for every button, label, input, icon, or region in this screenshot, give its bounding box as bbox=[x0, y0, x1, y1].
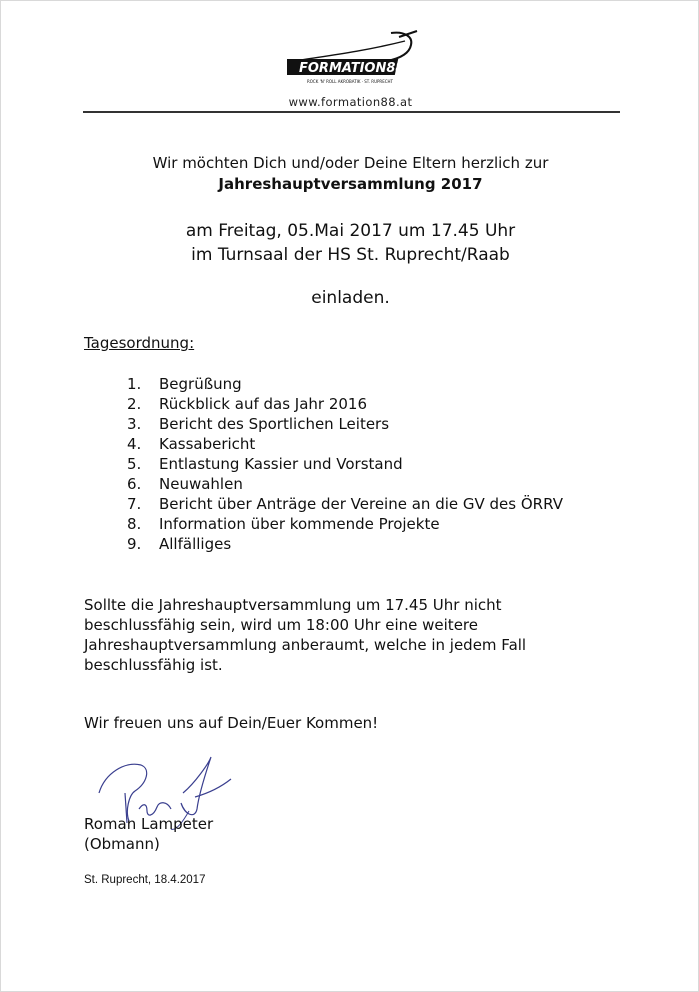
agenda-text: Begrüßung bbox=[159, 375, 242, 393]
agenda-number: 7. bbox=[127, 495, 142, 513]
formation88-logo bbox=[287, 27, 419, 89]
quorum-line: Sollte die Jahreshauptversammlung um 17.45 Uhr nicht bbox=[84, 596, 502, 614]
einladen-text: einladen. bbox=[311, 288, 390, 308]
signer-role: (Obmann) bbox=[84, 835, 160, 853]
agenda-text: Information über kommende Projekte bbox=[159, 515, 440, 533]
meeting-details bbox=[1, 219, 699, 267]
agenda-number: 6. bbox=[127, 475, 142, 493]
agenda-number: 3. bbox=[127, 415, 142, 433]
agenda-text: Kassabericht bbox=[159, 435, 256, 453]
meeting-location: im Turnsaal der HS St. Ruprecht/Raab bbox=[191, 245, 510, 265]
quorum-line: Jahreshauptversammlung anberaumt, welche in jedem Fall bbox=[84, 636, 527, 654]
agenda-number: 1. bbox=[127, 375, 142, 393]
agenda-text: Entlastung Kassier und Vorstand bbox=[159, 455, 403, 473]
quorum-note bbox=[84, 595, 604, 675]
agenda-text: Bericht über Anträge der Vereine an die GV des ÖRRV bbox=[159, 495, 563, 513]
agenda-text: Neuwahlen bbox=[159, 475, 243, 493]
agenda-text: Allfälliges bbox=[159, 535, 232, 553]
agenda-number: 2. bbox=[127, 395, 142, 413]
website-url[interactable]: www.formation88.at bbox=[288, 95, 413, 109]
agenda-item bbox=[121, 494, 563, 514]
logo-subtext: ROCK 'N' ROLL AKROBATIK · ST. RUPRECHT bbox=[307, 79, 393, 84]
agenda-item bbox=[121, 454, 563, 474]
agenda-item bbox=[121, 434, 563, 454]
quorum-line: beschlussfähig ist. bbox=[84, 656, 223, 674]
agenda-number: 8. bbox=[127, 515, 142, 533]
quorum-line: beschlussfähig sein, wird um 18:00 Uhr eine weitere bbox=[84, 616, 478, 634]
agenda-item bbox=[121, 534, 563, 554]
agenda-text: Rückblick auf das Jahr 2016 bbox=[159, 395, 368, 413]
signer-name: Roman Lampeter bbox=[84, 815, 214, 833]
intro-line: Wir möchten Dich und/oder Deine Eltern herzlich zur bbox=[152, 154, 549, 172]
agenda-number: 5. bbox=[127, 455, 142, 473]
closing-line: Wir freuen uns auf Dein/Euer Kommen! bbox=[84, 714, 379, 732]
agenda-item bbox=[121, 374, 563, 394]
meeting-title: Jahreshauptversammlung 2017 bbox=[218, 175, 483, 193]
agenda-number: 4. bbox=[127, 435, 142, 453]
agenda-heading: Tagesordnung: bbox=[84, 334, 195, 352]
agenda-item bbox=[121, 514, 563, 534]
agenda-item bbox=[121, 414, 563, 434]
invitation-intro bbox=[1, 153, 699, 195]
header-divider bbox=[83, 111, 620, 113]
logo-text: FORMATION88 bbox=[299, 61, 405, 76]
signer-block bbox=[84, 814, 213, 854]
agenda-item bbox=[121, 474, 563, 494]
agenda-item bbox=[121, 394, 563, 414]
agenda-list bbox=[121, 374, 563, 554]
place-date: St. Ruprecht, 18.4.2017 bbox=[84, 874, 206, 886]
agenda-text: Bericht des Sportlichen Leiters bbox=[159, 415, 390, 433]
meeting-date: am Freitag, 05.Mai 2017 um 17.45 Uhr bbox=[185, 221, 516, 241]
agenda-number: 9. bbox=[127, 535, 142, 553]
